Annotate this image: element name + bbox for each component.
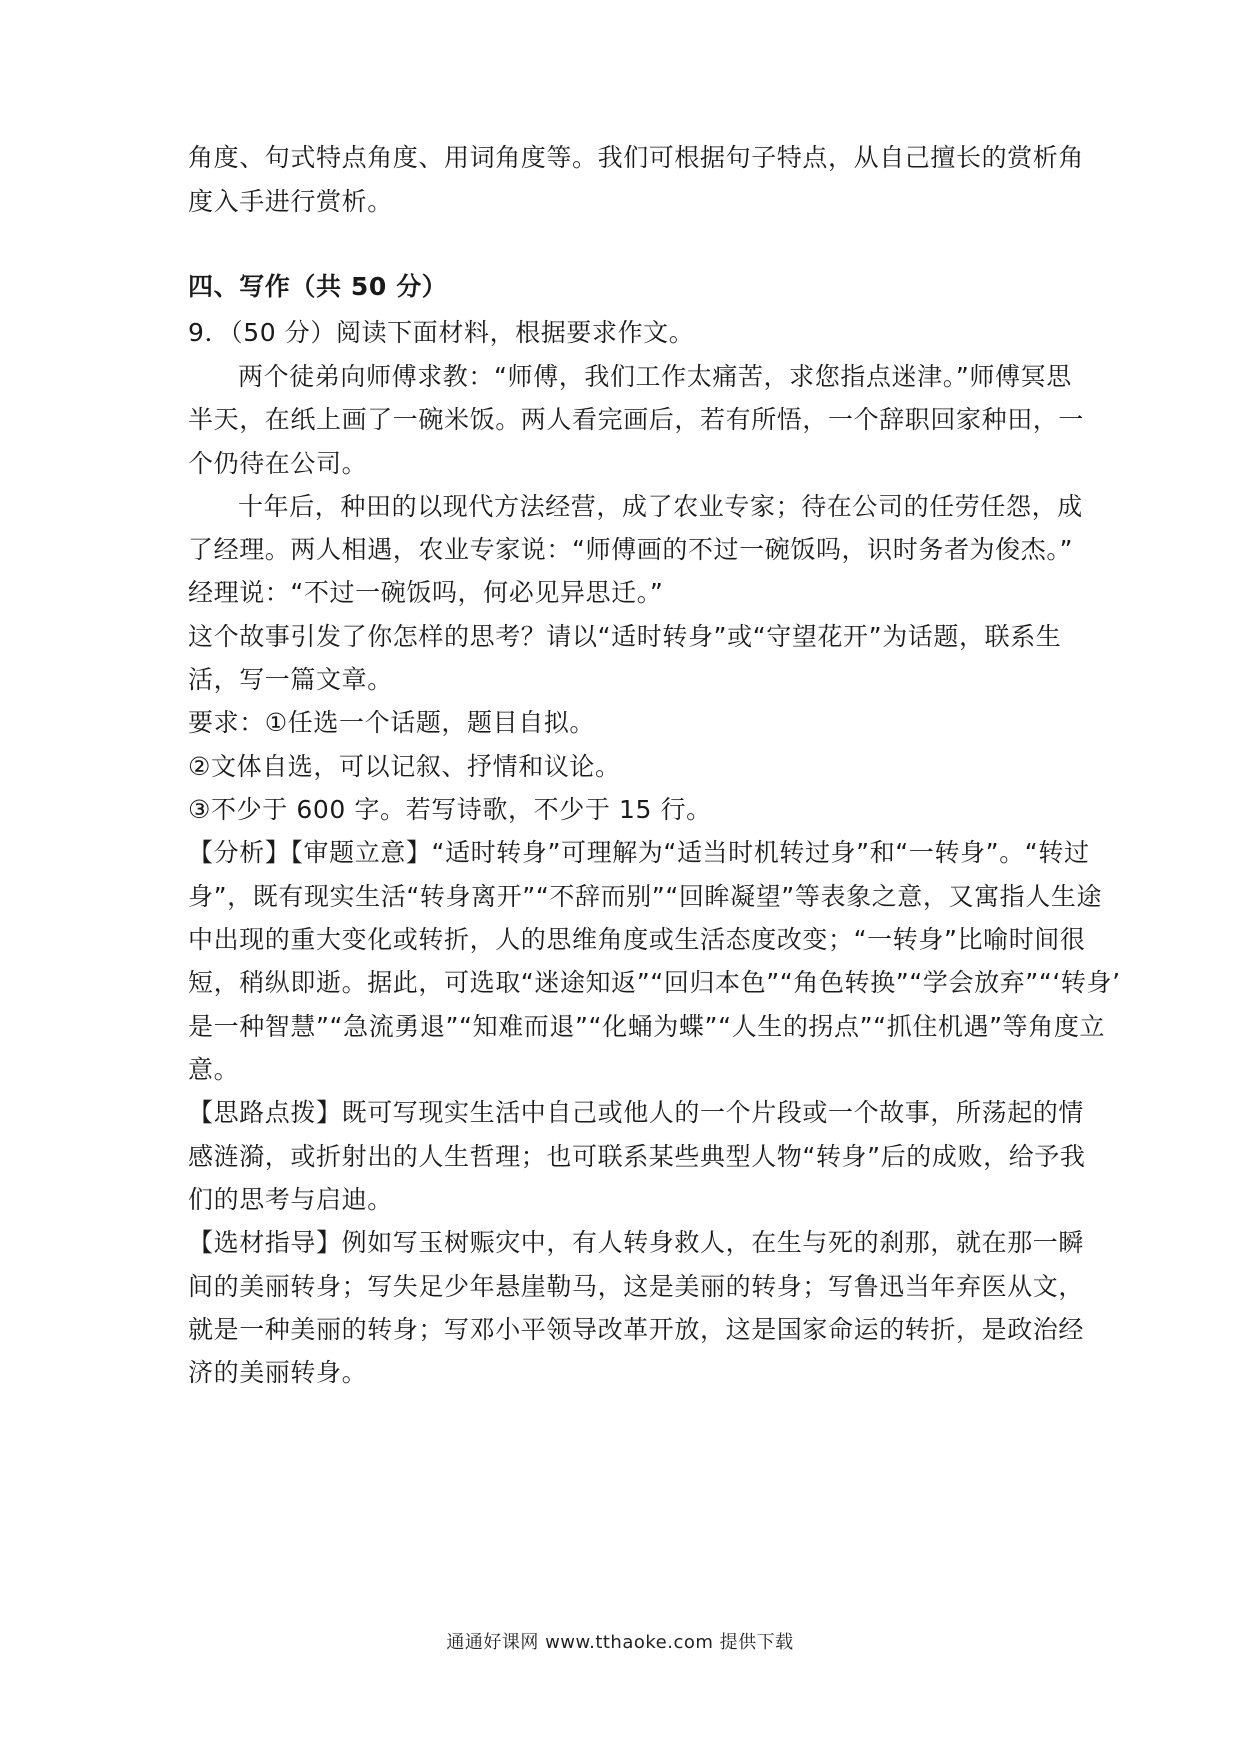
- analysis-line: 【分析】【审题立意】“适时转身”可理解为“适当时机转过身”和“一转身”。“转过: [188, 838, 1090, 867]
- paragraph-line: 这个故事引发了你怎样的思考？请以“适时转身”或“守望花开”为话题，联系生: [188, 622, 1062, 651]
- material-line: 就是一种美丽的转身；写邓小平领导改革开放，这是国家命运的转折，是政治经: [188, 1315, 1085, 1344]
- hint-line: 们的思考与启迪。: [188, 1185, 393, 1214]
- section-heading: 四、写作（共 50 分）: [188, 272, 448, 301]
- analysis-line: 短，稍纵即逝。据此，可选取“迷途知返”“回归本色”“角色转换”“学会放弃”“‘转身’: [188, 968, 1121, 997]
- paragraph-line: 两个徒弟向师傅求教：“师傅，我们工作太痛苦，求您指点迷津。”师傅冥思: [238, 362, 1072, 391]
- requirement-line: ②文体自选，可以记叙、抒情和议论。: [188, 752, 621, 781]
- requirement-line: 要求：①任选一个话题，题目自拟。: [188, 708, 596, 737]
- analysis-line: 中出现的重大变化或转折，人的思维角度或生活态度改变；“一转身”比喻时间很: [188, 925, 1086, 954]
- hint-line: 感涟漪，或折射出的人生哲理；也可联系某些典型人物“转身”后的成败，给予我: [188, 1142, 1086, 1171]
- paragraph-line: 活，写一篇文章。: [188, 665, 393, 694]
- material-line: 【选材指导】例如写玉树赈灾中，有人转身救人，在生与死的刹那，就在那一瞬: [188, 1228, 1085, 1257]
- paragraph-line: 半天，在纸上画了一碗米饭。两人看完画后，若有所悟，一个辞职回家种田，一: [188, 405, 1085, 434]
- paragraph-line: 度入手进行赏析。: [188, 187, 393, 216]
- hint-line: 【思路点拨】既可写现实生活中自己或他人的一个片段或一个故事，所荡起的情: [188, 1098, 1085, 1127]
- paragraph-line: 十年后，种田的以现代方法经营，成了农业专家；待在公司的任劳任怨，成: [238, 492, 1083, 521]
- paragraph-line: 个仍待在公司。: [188, 449, 368, 478]
- material-line: 济的美丽转身。: [188, 1358, 368, 1387]
- question-line: 9．（50 分）阅读下面材料，根据要求作文。: [188, 318, 695, 347]
- analysis-line: 是一种智慧”“急流勇退”“知难而退”“化蛹为蝶”“人生的拐点”“抓住机遇”等角度立: [188, 1012, 1106, 1041]
- paragraph-line: 经理说：“不过一碗饭吗，何必见异思迁。”: [188, 578, 664, 607]
- page-footer: 通通好课网 www.tthaoke.com 提供下载: [446, 1632, 794, 1653]
- analysis-line: 身”，既有现实生活“转身离开”“不辞而别”“回眸凝望”等表象之意，又寓指人生途: [188, 882, 1103, 911]
- material-line: 间的美丽转身；写失足少年悬崖勒马，这是美丽的转身；写鲁迅当年弃医从文，: [188, 1272, 1085, 1301]
- requirement-line: ③不少于 600 字。若写诗歌，不少于 15 行。: [188, 795, 712, 824]
- paragraph-line: 角度、句式特点角度、用词角度等。我们可根据句子特点，从自己擅长的赏析角: [188, 143, 1085, 172]
- analysis-line: 意。: [188, 1055, 240, 1084]
- paragraph-line: 了经理。两人相遇，农业专家说：“师傅画的不过一碗饭吗，识时务者为俊杰。”: [188, 535, 1074, 564]
